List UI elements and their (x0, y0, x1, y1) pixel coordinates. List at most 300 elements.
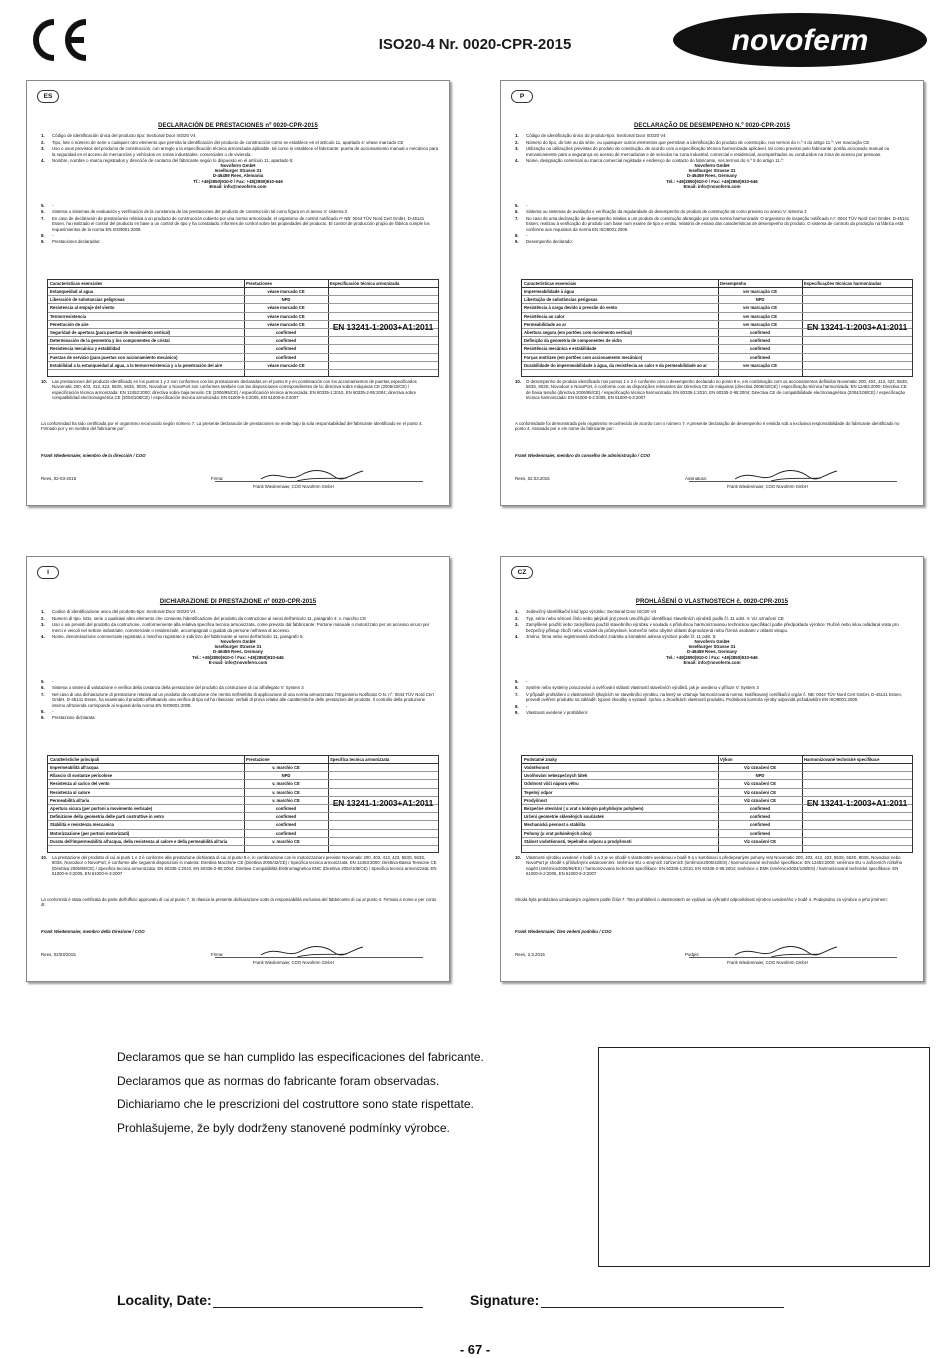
item-number: 7. (515, 691, 519, 697)
item-number: 9. (515, 710, 519, 716)
page-number: - 67 - (459, 1342, 491, 1357)
row-characteristic: Bezpečné otevírání ( u vrat s kolmým pohyblivým pohybem) (524, 805, 644, 811)
panel-item (515, 710, 911, 715)
item-text: Nome, denominazione commerciale registrata o marchio registrato e indirizzo del fabbricante ai sensi dell'articolo 11, paragrafo 5: (52, 634, 304, 640)
manufacturer-line: Isselburger Strasse 31 (688, 168, 736, 174)
header-performance: Výkon (720, 757, 733, 762)
manufacturer-line: Email: info@novoferm.com (209, 183, 267, 189)
table-row (48, 830, 438, 838)
row-characteristic: Stabilità e resistenza meccanica (50, 822, 115, 828)
item-10 (41, 855, 437, 878)
row-characteristic: Liberación de substancias peligrosas (50, 297, 125, 303)
table-row (522, 337, 912, 345)
signature-caption: Frank Wiedenmaier, COO Novoferm GmbH (253, 484, 334, 489)
row-characteristic: Resistencia al empuje del viento (50, 305, 115, 311)
table-row (48, 780, 438, 788)
row-characteristic: Pohony (u vrat poháněných silou) (524, 830, 592, 836)
row-performance: v. marchio CE (272, 789, 300, 795)
panel-item (41, 239, 437, 244)
panel-item (515, 622, 913, 633)
row-performance: ver marcação CE (743, 362, 777, 368)
manufacturer-line: Tel.: +49(2850)910-0 / Fax: +49(2850)910-646 (666, 654, 758, 660)
harmonised-standard: EN 13241-1:2003+A1:2011 (332, 798, 434, 808)
manufacturer-line: Tf.: +49(2850)910-0 / Fax: +49(2850)910-646 (193, 178, 283, 184)
declaration-es: Declaramos que se han cumplido las especificaciones del fabricante. (117, 1050, 484, 1064)
declarations-list (117, 1046, 577, 1140)
item-10 (515, 855, 911, 878)
language-badge: CZ (511, 566, 533, 579)
panel-item (41, 140, 439, 146)
manufacturer-line: Tel.: +49(2850)910-0 / Fax: +49(2850)910-646 (192, 654, 284, 660)
panel-item (41, 685, 437, 690)
item-text: - (526, 679, 528, 684)
item-text: Código de identificación única del producto tipo: Sectional Door ISO20 V4 (52, 133, 196, 138)
row-characteristic: Resistenza al carico del vento (50, 781, 110, 787)
item-text: Typ, série nebo sériové číslo nebo jakýkoli jiný prvek umožňující identifikaci stavebních výrobků podle čl. 11 odst. 4: Viz označení CE (526, 615, 784, 621)
panel-item (41, 203, 437, 208)
row-characteristic: Definizione della geometria delle parti costruttive in vetro (50, 814, 165, 820)
item-number: 8. (515, 703, 519, 709)
manufacturer-line: D-46459 Rees, Alemania (212, 173, 264, 179)
row-characteristic: Estabilidad a la estanqueidad al agua, a la termorresistencia y a la penetración del aire (50, 362, 223, 368)
panel-items-2 (41, 679, 437, 722)
row-characteristic: Abertura segura (em portões com movimento vertical) (524, 329, 632, 335)
item-number: 4. (41, 158, 45, 164)
item-number: 8. (41, 709, 45, 715)
header-characteristics: Características esenciales (50, 281, 103, 286)
signature-label: Assinatura: (685, 476, 707, 481)
row-characteristic: Impermeabilità all'acqua (50, 765, 99, 770)
panel-item (41, 715, 437, 720)
place-date: Rees, 2.3.2015 (515, 952, 545, 957)
signature-field[interactable] (541, 1307, 784, 1308)
item-text: Jedinečný identifikační kód typu výrobku: Sectional Door ISO20 V4 (526, 609, 657, 614)
item-text: Código de identificação único do produto-tipo: Sectional Door ISO20 V4 (526, 133, 666, 138)
item-text: - (52, 679, 54, 684)
row-characteristic: Fuerzas de servicio (para puertas con accionamiento mecánico) (50, 354, 178, 360)
performance-table (521, 755, 913, 853)
panel-item (41, 622, 439, 633)
item-number: 7. (41, 215, 45, 221)
manufacturer-line: Email: info@novoferm.com (683, 659, 741, 665)
item-text: Nome, designação comercial ou marca comercial registada e endereço de contacto do fabricante, nos termos do n.º 5 do artigo 11.º: (526, 158, 784, 164)
table-row (48, 789, 438, 797)
handwritten-signature (731, 465, 841, 485)
signature-line (689, 957, 897, 958)
stamp-box (598, 1047, 930, 1267)
item-number: 6. (515, 209, 519, 215)
item-number: 7. (41, 691, 45, 697)
row-performance: v. marchio CE (272, 797, 300, 803)
signature-label: Firma: (211, 476, 224, 481)
panel-item (515, 146, 913, 157)
document-title: ISO20-4 Nr. 0020-CPR-2015 (378, 36, 572, 53)
item-number: 9. (41, 715, 45, 721)
item-text: - (52, 709, 54, 715)
signer-name: Frank Wiedenmaier, membro della Direzione / COO (41, 929, 145, 934)
declaration-panel-i (26, 556, 450, 982)
panel-item (41, 609, 439, 615)
manufacturer-line: Novoferm GmbH (220, 163, 256, 168)
manufacturer-line: Novoferm GmbH (694, 163, 730, 168)
manufacturer-line: Isselburger Strasse 31 (214, 168, 262, 174)
item-text: Nombre, nombre o marca registrados y dirección de contacto del fabricante según lo dispuesto en el artículo 11, apartado 5: (52, 158, 294, 164)
language-badge: I (37, 566, 59, 579)
panel-item (515, 239, 911, 244)
table-row (522, 354, 912, 362)
item-number: 10. (41, 379, 47, 384)
signature-label: Podpis: (685, 952, 700, 957)
table-row (48, 362, 438, 370)
place-date: Rees, 02/03/2015 (41, 952, 76, 957)
row-performance: véase marcado CE (267, 362, 305, 368)
manufacturer-line: D-46459 Rees, Germany (686, 649, 738, 655)
table-row (48, 772, 438, 780)
row-characteristic: Permeabilidade ao ar (524, 321, 567, 327)
table-header (48, 280, 438, 288)
handwritten-signature (257, 465, 367, 485)
panel-item (515, 203, 911, 208)
row-performance: NPD (281, 773, 291, 779)
table-row (522, 296, 912, 304)
item-text: Sistema o sistemi di valutazione e verifica della costanza della prestazione del prodotto da costruzione di cui all'allegato V: System 3 (52, 685, 304, 691)
row-performance: Viz označení CE (743, 838, 777, 844)
item-text: - (526, 703, 528, 709)
row-characteristic: Determinación de la geometría y los componentes de cristal (50, 338, 170, 344)
row-performance: confirmed (275, 329, 297, 335)
row-performance: confirmed (749, 346, 771, 352)
table-row (522, 772, 912, 780)
row-characteristic: Impermeabilidade à água (524, 289, 575, 294)
item-text: Systém nebo systémy posuzování a ověřování stálosti vlastností stavebních výrobků, jak je uvedeno v příloze V: System 3 (526, 685, 759, 691)
panel-item (515, 704, 911, 709)
row-characteristic: Motorizzazione (per portoni motorizzati) (50, 830, 130, 836)
panel-title: DECLARACIÓN DE PRESTACIONES nº 0020-CPR-2015 (158, 123, 318, 129)
panel-items (515, 609, 913, 641)
panel-item (41, 233, 437, 238)
row-characteristic: Durata dell'impermeabilità all'acqua, della resistenza al calore e della permeabilità all'aria (50, 838, 228, 844)
table-row (522, 288, 912, 296)
manufacturer-line: Novoferm GmbH (694, 639, 730, 644)
item-text: Codice di identificazione unico del prodotto-tipo: Sectional Door ISO20 V4 (52, 609, 196, 614)
locality-date-label: Locality, Date: (117, 1292, 212, 1308)
language-badge: ES (37, 90, 59, 103)
declaration-i: Dichiariamo che le prescrizioni del costruttore sono state rispettate. (117, 1097, 474, 1111)
row-performance: confirmed (275, 346, 297, 352)
item-number: 4. (515, 634, 519, 640)
row-characteristic: Resistenza al calore (50, 789, 91, 795)
manufacturer-address (27, 639, 449, 665)
header-performance: Prestazione (246, 757, 270, 762)
item-number: 10. (515, 855, 521, 860)
item-text: - (526, 203, 528, 208)
table-row (48, 313, 438, 321)
row-performance: Viz označení CE (743, 765, 777, 770)
header-characteristics: Características essenciais (524, 281, 577, 286)
manufacturer-line: Isselburger Strasse 31 (214, 644, 262, 650)
panel-title: DECLARAÇÃO DE DESEMPENHO N.º 0020-CPR-2015 (633, 123, 791, 129)
row-characteristic: Resistência mecânica e estabilidade (524, 346, 597, 352)
item-text: Nel caso di una dichiarazione di prestazione relativa ad un prodotto da costruzione che rientra nell'ambito di applicazione di una norma armonizzata: l'Organismo Notificato O.N. n°: 0044 TÜV Nord Cert GmbH, D-45141 Essen, ha esaminato il prodotto effettuando una verifica di tipo ed ha rilasciato: verbali di prova relativi alle caratteristiche delle prestazioni del prodotto. Il controllo della produzione interno all'azienda corrisponde ai requisiti della norma EN ISO9001:2008. (52, 691, 434, 708)
item-text: Uso o usos previstos del producto de construcción, con arreglo a la especificación técnica armonizada aplicable, tal como lo establece el fabricante: puerta de accionamiento manual o mecánico para la seguridad en el acceso de mercancías y vehículos en zonas industriales, comerciales o de vivienda. (52, 146, 439, 157)
item-number: 8. (41, 233, 45, 239)
item-text: Numero di tipo, lotto, serie o qualsiasi altro elemento che consenta l'identificazione del prodotto da costruzione ai sensi dell'articolo 11, paragrafo 4: v. marchio CE (52, 615, 367, 621)
item-text: Uso o usi previsti del prodotto da costruzione, conformemente alla relativa specifica tecnica armonizzata, come previsto dal fabbricante: Portone manuale o motorizzato per un accesso sicuro per merci e veicoli nel settore industriale, commerciale o residenziale, accompagnati o guidati da persone nell'area di accesso. (52, 622, 430, 633)
row-characteristic: Permeabilità all'aria (50, 797, 90, 803)
manufacturer-line: D-46459 Rees, Germany (686, 173, 738, 179)
row-characteristic: Uvolňování nebezpečných látek (524, 773, 588, 779)
item-number: 5. (41, 203, 45, 208)
item-text: Vlastnosti uvedené v prohlášení: (526, 710, 589, 716)
row-performance: confirmed (749, 830, 771, 836)
item-text: - (52, 203, 54, 208)
row-characteristic: Určení geometrie skleněných součástek (524, 814, 604, 820)
signature-line (215, 957, 423, 958)
item-number: 8. (515, 233, 519, 239)
performance-table (521, 279, 913, 377)
panel-item (41, 679, 437, 684)
table-row (48, 838, 438, 846)
row-performance: confirmed (749, 814, 771, 820)
item-text: V případě prohlášení o vlastnostech týkajících se stavebního výrobku, na který se vztahuje harmonizovaná norma: Notifikovaný certifikační orgán č. NB: 0044 TÜV Nord Cert GmbH, D-45141 Essen, provedl ověření produktu na základě: typové zkoušky a vystavil: zprávu o zkouškách vlastností produktu. Podniková kontrola výroby odpovídá požadavkům EN ISO9001:2008. (526, 691, 903, 703)
item-number: 7. (515, 215, 519, 221)
row-performance: v. marchio CE (272, 781, 300, 787)
manufacturer-address (501, 639, 923, 665)
item-text: - (526, 233, 528, 239)
item-text: Utilização ou utilizações previstas do produto de construção, de acordo com a especificação técnica harmonizada aplicável, tal como previsto pelo fabricante: portão accionado manual ou mecanicamente para a segurança no acesso de mercadorias e de veículos na zona industrial, comercial e residencial, acompanhados ou conduzidos na zona de acesso por pessoas. (526, 146, 890, 157)
item-text: En caso de declaración de prestaciones relativa a un producto de construcción cubierto por una norma armonizada: el organismo de control notificado nº NB: 0044 TÜV Nord Cert GmbH, D-45141 Essen, ha realizado el control del producto en base a un control de tipo y ha constatado: informes de control sobre las propiedades del producto. El control de producción propio de fábrica cumple los requerimientos de la norma EN ISO9001:2008. (52, 215, 430, 232)
item-number: 9. (41, 239, 45, 245)
closing-text: Shoda byla prokázána uznávaným orgánem podle čísla 7. Toto prohlášení o vlastnostech se vydává na výhradní odpovědnost výrobce uvedeného v bodě 4. Podepsáno za výrobce a jeho jménem: (515, 897, 888, 902)
table-row (522, 764, 912, 772)
table-row (48, 304, 438, 312)
panel-items (41, 609, 439, 641)
row-performance: confirmed (749, 354, 771, 360)
header-performance: Prestaciones (246, 281, 273, 286)
panel-item (41, 616, 439, 622)
item-number: 6. (515, 685, 519, 691)
item-number: 2. (41, 139, 45, 145)
panel-items (515, 133, 913, 165)
panel-item (515, 209, 911, 214)
table-row (522, 838, 912, 846)
declaration-panel-cz (500, 556, 924, 982)
signature-caption: Frank Wiedenmaier, COO Novoferm GmbH (727, 960, 808, 965)
panel-item (515, 679, 911, 684)
item-number: 1. (515, 133, 519, 138)
panel-item (515, 685, 911, 690)
header-characteristics: Caratteristiche principali (50, 757, 100, 762)
row-performance: confirmed (275, 354, 297, 360)
manufacturer-line: D-46459 Rees, Germany (212, 649, 264, 655)
item-text: Tipo, lote o número de serie o cualquier otro elemento que permita la identificación del producto de construcción como se establece en el artículo 11, apartado 4: véase marcado CE (52, 139, 404, 145)
place-date: Rees, 02.03.2015 (515, 476, 550, 481)
table-row (48, 288, 438, 296)
table-header (522, 756, 912, 764)
item-number: 9. (515, 239, 519, 245)
item-text: Vlastnosti výrobku uvedené v bodě 1 a 2 je ve shodě s vlastnostmi uvedenou v bodě 9 a v kombinaci s předepsanými pohony vrat Novomatic 200, 403, 413, 423, 553S, 563S, 803S, Novodoor nebo NovoPort je shodě s příslušnými ustanoveními: směrnice EU o strojních zařízeních (směrnice2006/42/ES) / harmonizované technické specifikace: EN 12453:2000; směrnice EU o zařízeních nízkého napětí (směrnice2006/95/ES) / harmonizované technické specifikace: EN 60335-1:2010, EN 60335-2-95:2004; směrnice o EMK (směrnice2004/108/ES) / harmonizované technické specifikace: EN 61000-6-2:2005, EN 61000-6-3:2007 (526, 855, 903, 877)
row-characteristic: Tepelný odpor (524, 789, 553, 795)
panel-item (41, 146, 439, 157)
manufacturer-line: Tel.: +49(2850)910-0 / Fax: +49(2850)910-646 (666, 178, 758, 184)
table-row (48, 821, 438, 829)
item-text: Prestazione dichiarata: (52, 715, 96, 721)
row-performance: confirmed (749, 822, 771, 828)
item-number: 1. (41, 609, 45, 614)
row-characteristic: Estanqueidad al agua (50, 289, 94, 294)
harmonised-standard: EN 13241-1:2003+A1:2011 (806, 798, 908, 808)
table-row (48, 813, 438, 821)
item-text: Las prestaciones del producto identificado en los puntos 1 y 2 son conformes con las prestaciones declaradas en el punto 9 y en combinación con los accionamientos de puertas especificados Novomatic 200, 403, 413, 423, 553S, 563S, 803S, Novodoor o NovoPort son conformes también con las disposiciones correspondientes de la: directiva sobre máquinas CE (2006/42/CE) / especificación técnica armonizada: EN 12453:2000; directiva sobre baja tensión CE (2006/95/CE) / especificación técnica armonizada: EN 60335-1:2010, EN 60335-2-95:2004; directiva sobre compatibilidad electromagnética CE (2004/108/CE) / especificación técnica armonizada: EN 61000-6-2:2005, EN 61000-6-3:2007 (52, 379, 417, 401)
table-row (522, 789, 912, 797)
item-text: - (52, 233, 54, 239)
table-row (48, 354, 438, 362)
closing-text: La conformità è stata certificata da parte dell'ufficio approvato di cui al punto 7. Si rilascia la presente dichiarazione sotto la responsabilità esclusiva del fabbricante di cui al punto 4. Firmato a nome e per conto di: (41, 897, 437, 908)
row-characteristic: Seguridad de apertura (para puertas de movimiento vertical) (50, 329, 171, 335)
row-characteristic: Resistencia mecánica y estabilidad (50, 346, 121, 352)
signature-line (215, 481, 423, 482)
table-row (522, 780, 912, 788)
item-number: 3. (41, 622, 45, 628)
header-performance: Desempenho (720, 281, 747, 286)
performance-table (47, 279, 439, 377)
panel-item (515, 609, 913, 615)
performance-table (47, 755, 439, 853)
signature-label: Signature: (470, 1292, 540, 1308)
row-performance: confirmed (275, 814, 297, 820)
declaration-panel-es (26, 80, 450, 506)
panel-item (515, 692, 911, 703)
item-number: 2. (41, 615, 45, 621)
manufacturer-address (27, 163, 449, 189)
row-performance: v. marchio CE (272, 838, 300, 844)
panel-title: DICHIARAZIONE DI PRESTAZIONE nº 0020-CPR-2015 (159, 599, 317, 605)
item-number: 6. (41, 209, 45, 215)
panel-item (41, 133, 439, 139)
item-number: 1. (41, 133, 45, 138)
panel-item (41, 209, 437, 214)
language-badge: P (511, 90, 533, 103)
panel-item (41, 692, 437, 708)
row-performance: Viz označení CE (743, 789, 777, 795)
item-text: Zamýšlené použití nebo zamýšlená použití stavebního výrobku v souladu s příslušnou harmonizovanou technickou specifikací podle předpokladu výrobce: Ručně nebo silou ovládaná vrata pro bezpečný přístup zboží nebo vozidel do průmyslové, komerční nebo obytné oblasti doprovázená nebo řízená osobami v oblasti vstupu. (526, 622, 899, 633)
ce-mark-logo (24, 16, 92, 64)
header-specification: Especificações técnicas harmonizadas (804, 281, 882, 286)
panel-items-2 (515, 203, 911, 246)
harmonised-standard: EN 13241-1:2003+A1:2011 (806, 322, 908, 332)
item-text: La prestazione del prodotto di cui ai punti 1 e 2 è conforme alla prestazione dichiarata di cui al punto 9 e, in combinazione con le motorizzazioni previste Novomatic 200, 403, 413, 423, 553S, 563S, 803S, Novodoor o NovoPort, è conforme alle seguenti disposizioni in materia: Direttiva Macchine CE (Direttiva 2006/42/CE) / Specifica tecnica armonizzata: EN 12453:2000; Direttiva Bassa Tensione CE (Direttiva 2006/95/CE) / Specifica tecnica armonizzata: EN 60335-1:2010, EN 60335-2-95:2004; Direttiva Compatibilità Elettromagnetica EMC (Direttiva 2004/108/CE) / Specifica tecnica armonizzata: EN 61000-6-2:2005, EN 61000-6-3:2007 (52, 855, 437, 877)
panel-items (41, 133, 439, 165)
row-performance: confirmed (275, 830, 297, 836)
panel-item (515, 216, 911, 232)
item-number: 10. (515, 379, 521, 384)
header-specification: Harmonizované technické specifikace (804, 757, 880, 762)
table-row (48, 764, 438, 772)
table-header (522, 280, 912, 288)
row-performance: NPD (755, 297, 765, 303)
item-number: 3. (41, 146, 45, 152)
manufacturer-line: E-mail: info@novoferm.com (208, 659, 268, 665)
table-row (522, 813, 912, 821)
panel-item (41, 709, 437, 714)
item-number: 2. (515, 615, 519, 621)
table-row (522, 345, 912, 353)
table-row (522, 362, 912, 370)
header-specification: Especificación técnica armonizada (330, 281, 400, 286)
panel-item (515, 133, 913, 139)
signature-line (689, 481, 897, 482)
item-10 (41, 379, 437, 402)
item-number: 4. (41, 634, 45, 640)
item-number: 2. (515, 139, 519, 145)
row-characteristic: Penetración de aire (50, 321, 89, 327)
item-number: 1. (515, 609, 519, 614)
row-performance: ver marcação CE (743, 289, 777, 294)
closing-text: A conformidade foi demonstrada pelo organismo reconhecido de acordo com o número 7. A presente declaração de desempenho é emitida sob a exclusiva responsabilidade do fabricante identificado no ponto 4. Assinado por e em nome do fabricante por: (515, 421, 900, 432)
panel-title: PROHLÁŠENÍ O VLASTNOSTECH č. 0020-CPR-2015 (635, 599, 789, 605)
row-performance: Viz označení CE (743, 781, 777, 787)
row-characteristic: Odolnost vůči náporu větru (524, 781, 579, 787)
row-characteristic: Mechanická pevnost a stabilita (524, 822, 586, 828)
locality-date-field[interactable] (213, 1307, 423, 1308)
row-performance: véase marcado CE (267, 305, 305, 311)
row-performance: véase marcado CE (267, 321, 305, 327)
header-characteristics: Podstatné znaky (524, 757, 558, 762)
item-number: 5. (515, 203, 519, 208)
item-number: 10. (41, 855, 47, 860)
row-characteristic: Forças motrizes (em portões com accionamento mecânico) (524, 354, 643, 360)
row-performance: confirmed (749, 805, 771, 811)
row-performance: confirmed (275, 805, 297, 811)
handwritten-signature (257, 941, 367, 961)
row-characteristic: Definição da geometria de componentes de vidro (524, 338, 622, 344)
row-characteristic: Termorresistencia (50, 313, 86, 319)
declaration-panel-p (500, 80, 924, 506)
table-row (522, 304, 912, 312)
novoferm-logo (672, 12, 928, 68)
item-text: No caso de uma declaração de desempenho relativa a um produto de construção abrangido por uma norma harmonizada: O organismo de inspeção notificado n.º: 0044 TÜV Nord Cert GmbH, D-45141 Essen, realizou a verificação do produto com base num exame de tipo e emitiu: relatório de ensaio das características de desempenho do produto. O sistema de controlo da produção na fábrica está conforme aos requisitos da norma EN ISO9001:2008. (526, 215, 910, 232)
item-number: 3. (515, 622, 519, 628)
row-characteristic: Prodyšnost (524, 797, 548, 803)
table-row (48, 296, 438, 304)
row-performance: ver marcação CE (743, 313, 777, 319)
panel-item (515, 233, 911, 238)
table-row (522, 313, 912, 321)
row-characteristic: Rilascio di sostanze pericolose (50, 773, 113, 779)
row-performance: NPD (281, 297, 291, 303)
row-characteristic: Resistência ao calor (524, 313, 565, 319)
svg-text:novoferm: novoferm (731, 24, 869, 57)
signature-label: Firma: (211, 952, 224, 957)
signer-name: Frank Wiedenmaier, miembro de la dirección / COO (41, 453, 146, 458)
row-performance: confirmed (749, 338, 771, 344)
row-performance: ver marcação CE (743, 321, 777, 327)
row-performance: ver marcação CE (743, 305, 777, 311)
row-performance: confirmed (749, 329, 771, 335)
item-text: Prestaciones declaradas: (52, 239, 101, 245)
item-number: 5. (41, 679, 45, 684)
declaration-cz: Prohlašujeme, že byly dodrženy stanovené podmínky výrobce. (117, 1120, 450, 1135)
header-specification: Specifica tecnica armonizzata (330, 757, 390, 762)
closing-text: La conformidad ha sido certificada por el organismo reconocido según número 7. La presente declaración de prestaciones se emite bajo la sola responsabilidad del fabricante identificado en el punto 4. Firmado por y en nombre del fabricante por: (41, 421, 423, 432)
row-performance: véase marcado CE (267, 313, 305, 319)
table-header (48, 756, 438, 764)
item-text: Jméno, firma nebo registrovaná obchodní známka a kontaktní adresa výrobce podle čl. 11 odst. 5: (526, 634, 717, 640)
signer-name: Frank Wiedenmaier, člen vedení podniku / COO (515, 929, 612, 934)
row-performance: Viz označení CE (743, 797, 777, 803)
signer-name: Frank Wiedenmaier, membro do conselho de administração / COO (515, 453, 651, 458)
item-number: 4. (515, 158, 519, 164)
